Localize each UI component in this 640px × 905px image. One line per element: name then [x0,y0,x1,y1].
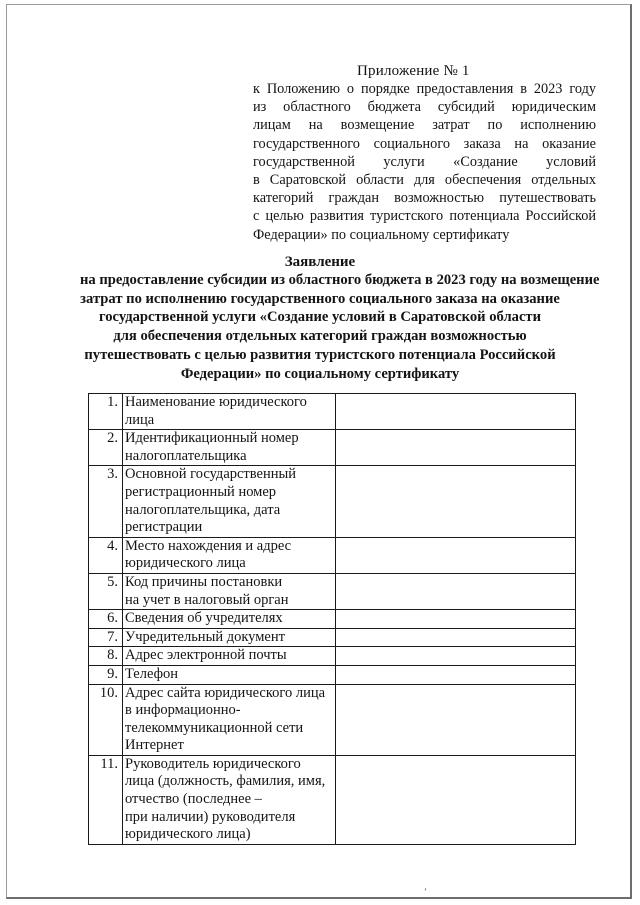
form-table-body [89,394,576,845]
row-label-line: Адрес сайта юридического лица [125,684,326,701]
row-label-line: регистрации [125,519,203,536]
statement-line: затрат по исполнению государственного социального заказа на оказание [80,290,560,307]
row-label-line: Наименование юридического [125,394,307,410]
row-value-field[interactable] [336,466,576,537]
row-label-line: Код причины постановки [125,573,283,590]
statement-line: государственной услуги «Создание условий в Саратовской области [98,309,542,326]
statement-line: путешествовать с целью развития туристского потенциала Российской [84,346,556,363]
row-label [123,394,336,430]
statement-title: Заявление [284,254,356,270]
row-label-line: Телефон [125,665,178,682]
table-row [89,647,576,666]
row-label-line: Руководитель юридического [125,755,301,772]
row-label-line: лица (должность, фамилия, имя, [125,773,326,790]
row-number: 5. [89,573,123,609]
row-label-line: в информационно- [125,702,241,719]
table-row [89,466,576,537]
row-number: 7. [89,628,123,647]
row-number: 11. [89,755,123,844]
row-value-field[interactable] [336,537,576,573]
table-row [89,755,576,844]
row-label [123,610,336,629]
row-label-line: лица [125,411,155,428]
row-number: 8. [89,647,123,666]
appendix-line: государственной услуги «Создание условий [253,153,596,170]
row-label-line: Адрес электронной почты [125,647,287,664]
appendix-body [253,80,596,244]
row-value-field[interactable] [336,610,576,629]
table-row [89,394,576,430]
row-number: 1. [89,394,123,430]
row-number: 3. [89,466,123,537]
row-value-field[interactable] [336,684,576,755]
row-label [123,628,336,647]
row-label-line: Идентификационный номер [125,430,299,447]
row-label-line: налогоплательщика [125,447,247,464]
statement-line: для обеспечения отдельных категорий граждан возможностью [113,328,527,345]
appendix-line: в Саратовской области для обеспечения отдельных [253,172,596,189]
appendix-line: государственного социального заказа на оказание [253,135,596,152]
row-value-field[interactable] [336,394,576,430]
row-value-field[interactable] [336,665,576,684]
row-number: 9. [89,665,123,684]
table-row [89,610,576,629]
row-label-line: отчество (последнее – [125,791,262,808]
statement-line: Федерации» по социальному сертификату [180,365,460,382]
appendix-line: из областного бюджета субсидий юридическим [253,99,596,116]
row-label-line: на учет в налоговый орган [125,591,289,608]
row-label [123,537,336,573]
application-form-table [88,393,576,845]
row-number: 4. [89,537,123,573]
row-label [123,466,336,537]
table-row [89,628,576,647]
row-label [123,665,336,684]
statement-subtitle [80,271,600,383]
row-value-field[interactable] [336,755,576,844]
appendix-line: категорий граждан возможностью путешествовать [253,190,596,207]
row-label-line: при наличии) руководителя [125,808,296,825]
row-number: 6. [89,610,123,629]
table-row [89,665,576,684]
row-label-line: налогоплательщика, дата [125,501,281,518]
row-label-line: Сведения об учредителях [125,610,283,627]
table-row [89,684,576,755]
row-label [123,647,336,666]
row-value-field[interactable] [336,573,576,609]
row-label-line: Место нахождения и адрес [125,537,292,554]
table-row [89,537,576,573]
row-label-line: юридического лица [125,555,246,572]
row-label-line: Учредительный документ [125,628,285,645]
scan-mark: ٬ [424,887,427,897]
row-label-line: регистрационный номер [125,483,277,500]
table-row [89,573,576,609]
appendix-line: Федерации» по социальному сертификату [253,226,510,243]
row-number: 10. [89,684,123,755]
row-label [123,684,336,755]
row-value-field[interactable] [336,628,576,647]
row-label [123,573,336,609]
statement-line: на предоставление субсидии из областного бюджета в 2023 году на возмещение [80,272,600,288]
row-value-field[interactable] [336,647,576,666]
appendix-line: лицам на возмещение затрат по исполнению [253,117,596,134]
table-row [89,430,576,466]
appendix-line: с целью развития туристского потенциала Российской [253,208,596,225]
row-value-field[interactable] [336,430,576,466]
row-label [123,430,336,466]
row-label-line: Основной государственный [125,466,296,483]
row-label-line: Интернет [125,737,184,754]
row-number: 2. [89,430,123,466]
row-label-line: телекоммуникационной сети [125,719,304,736]
appendix-line: к Положению о порядке предоставления в 2023 году [253,81,596,97]
row-label [123,755,336,844]
appendix-title: Приложение № 1 [357,63,470,79]
row-label-line: юридического лица) [125,826,251,843]
